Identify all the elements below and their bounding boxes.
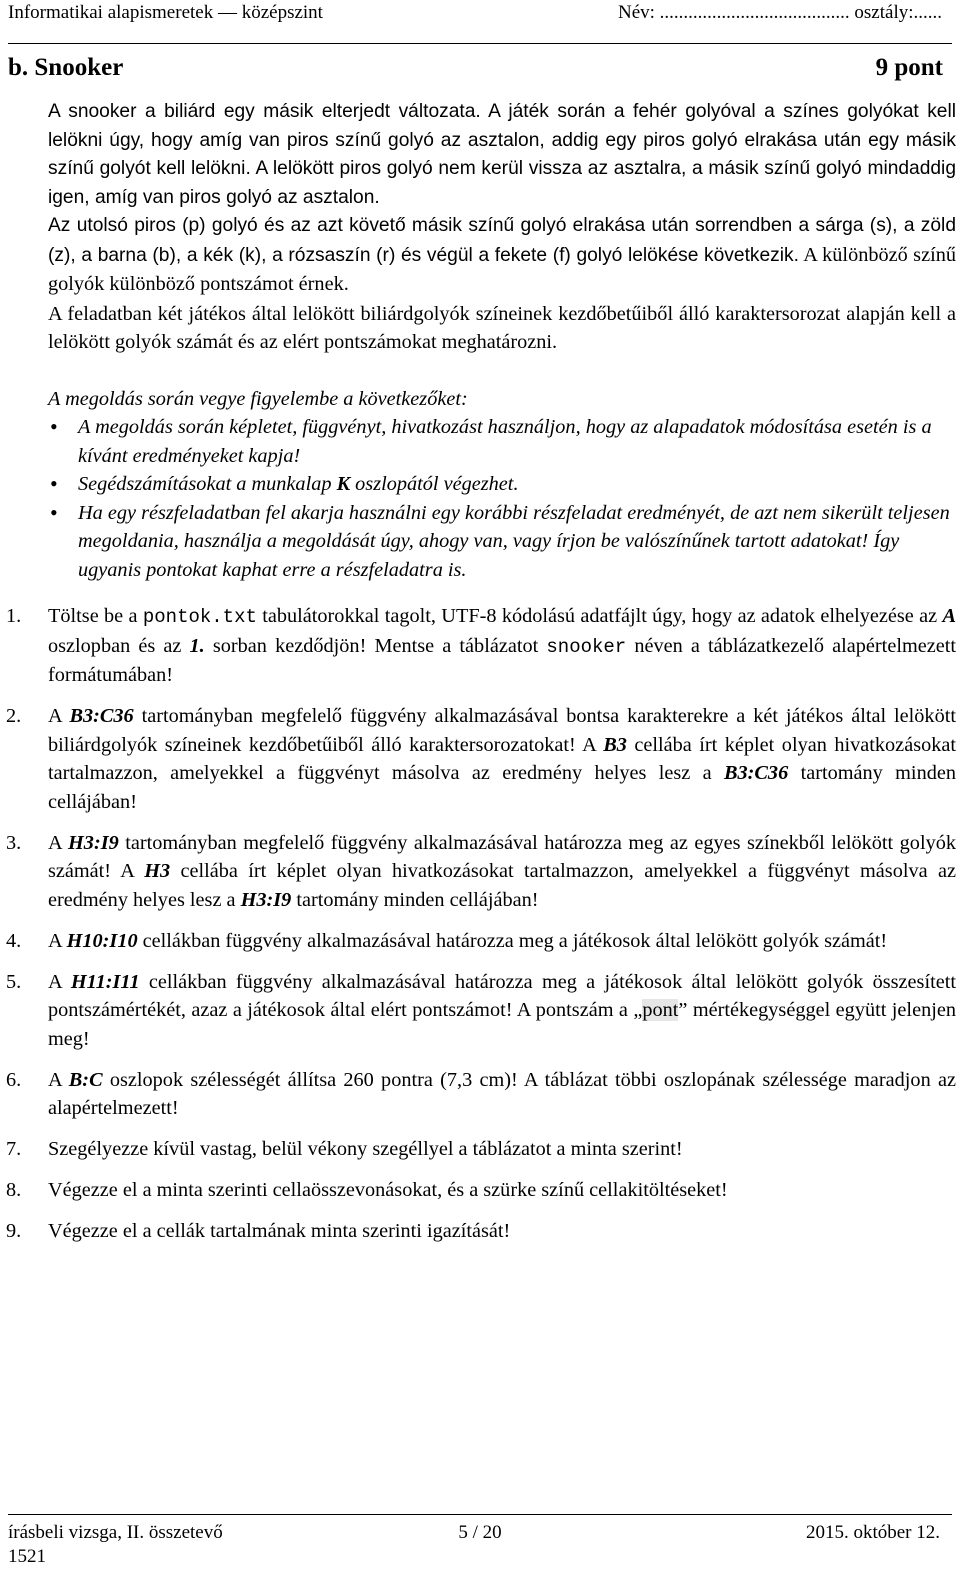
intro-paragraph-3: A feladatban két játékos által lelökött biliárdgolyók színeinek kezdőbetűiből álló karaktersorozat alapján kell a lelökött golyók számát és az elért pontszámokat meghatározni. bbox=[48, 302, 956, 353]
task-item: 7. Szegélyezze kívül vastag, belül vékony szegéllyel a táblázatot a minta szerint! bbox=[6, 1138, 683, 1160]
task-item: 4. A H10:I10 cellákban függvény alkalmazásával határozza meg a játékosok által lelökött golyók számát! bbox=[6, 929, 888, 952]
unit-highlight: pont bbox=[642, 999, 679, 1021]
section-title bbox=[8, 54, 943, 82]
color-order-text: Az utolsó piros (p) golyó és az azt követő másik színű golyó elrakása után sorrendben a sárga (s), a zöld (z), a barna (b), a kék (k), a rózsaszín (r) és végül a fekete (f) golyó lelökése következik. bbox=[48, 215, 956, 266]
task-item: 8. Végezze el a minta szerinti cellaösszevonásokat, és a szürke színű cellakitöltéseket! bbox=[6, 1179, 728, 1201]
footer-date: 2015. október 12. bbox=[805, 1522, 940, 1543]
hint-item: • Segédszámításokat a munkalap K oszlopától végezhet. bbox=[48, 470, 956, 499]
section-heading: b. Snooker bbox=[8, 54, 124, 81]
footer-page-number: 5 / 20 bbox=[458, 1522, 502, 1543]
hint-item: • A megoldás során képletet, függvényt, hivatkozást használjon, hogy az alapadatok módosítása esetén is a kívánt eredményeket kapja! bbox=[48, 413, 956, 470]
workbook-name: snooker bbox=[546, 635, 627, 658]
header-name-field: Név: ........................................ osztály:...... bbox=[617, 2, 942, 23]
hints-list bbox=[48, 413, 956, 584]
task-item: 6. A B:C oszlopok szélességét állítsa 260 pontra (7,3 cm)! A táblázat többi oszlopának szélessége maradjon az alapértelmezett! bbox=[6, 1068, 956, 1119]
points-note: A különböző színű golyók különböző pontszámot érnek. bbox=[48, 243, 956, 295]
task-item: 1. Töltse be a pontok.txt tabulátorokkal tagolt, UTF-8 kódolású adatfájlt úgy, hogy az adatok elhelyezése az A oszlopban és az 1. sorban kezdődjön! Mentse a táblázatot snooker néven a táblázatkezelő alapértelmezett formátumában! bbox=[6, 605, 957, 686]
hint-item: • Ha egy részfeladatban fel akarja használni egy korábbi részfeladat eredményét, de azt nem sikerült teljesen megoldania, használja a megoldását úgy, ahogy van, vagy írjon be valószínűnek tartott adatokat! Így ugyanis pontokat kaphat erre a részfeladatra is. bbox=[48, 499, 956, 585]
filename: pontok.txt bbox=[142, 606, 257, 628]
page-header bbox=[8, 0, 952, 34]
intro-paragraph-2 bbox=[48, 212, 956, 300]
page-footer bbox=[8, 1521, 952, 1569]
footer-rule bbox=[8, 1514, 952, 1515]
section-points: 9 pont bbox=[875, 54, 943, 81]
header-subject: Informatikai alapismeretek — középszint bbox=[8, 2, 323, 23]
task-item: 3. A H3:I9 tartományban megfelelő függvény alkalmazásával határozza meg az egyes színekből lelökött golyók számát! A H3 cellába írt képlet olyan hivatkozásokat tartalmazzon, amelyekkel a függvényt másolva az eredmény helyes lesz a H3:I9 tartomány minden cellájában! bbox=[6, 831, 956, 911]
task-list bbox=[6, 602, 957, 1246]
footer-code: 1521 bbox=[8, 1546, 46, 1567]
header-rule bbox=[8, 43, 952, 44]
task-item: 9. Végezze el a cellák tartalmának minta szerinti igazítását! bbox=[6, 1220, 511, 1242]
intro-paragraph-1: A snooker a biliárd egy másik elterjedt változata. A játék során a fehér golyóval a színes golyókat kell lelökni úgy, hogy amíg van piros színű golyó az asztalon, addig egy piros golyó elrakása után egy másik színű golyót kell lelökni. A lelökött piros golyó nem kerül vissza az asztalra, a másik színű golyó mindaddig igen, amíg van piros golyó az asztalon. bbox=[48, 101, 956, 208]
task-item: 2. A B3:C36 tartományban megfelelő függvény alkalmazásával bontsa karakterekre a két játékos által lelökött biliárdgolyók színeinek kezdőbetűiből álló karaktersorozatokat! A B3 cellába írt képlet olyan hivatkozásokat tartalmazzon, amelyekkel a függvényt másolva az eredmény helyes lesz a B3:C36 tartomány minden cellájában! bbox=[6, 705, 957, 813]
hints-heading: A megoldás során vegye figyelembe a következőket: bbox=[48, 387, 468, 410]
page-body bbox=[6, 98, 957, 1258]
task-item: 5. A H11:I11 cellákban függvény alkalmazásával határozza meg a játékosok által lelökött golyók összesített pontszámértékét, azaz a játékosok által elért pontszámot! A pontszám a „pont” mértékegységgel együtt jelenjen meg! bbox=[6, 970, 956, 1050]
footer-exam: írásbeli vizsga, II. összetevő bbox=[8, 1522, 223, 1543]
